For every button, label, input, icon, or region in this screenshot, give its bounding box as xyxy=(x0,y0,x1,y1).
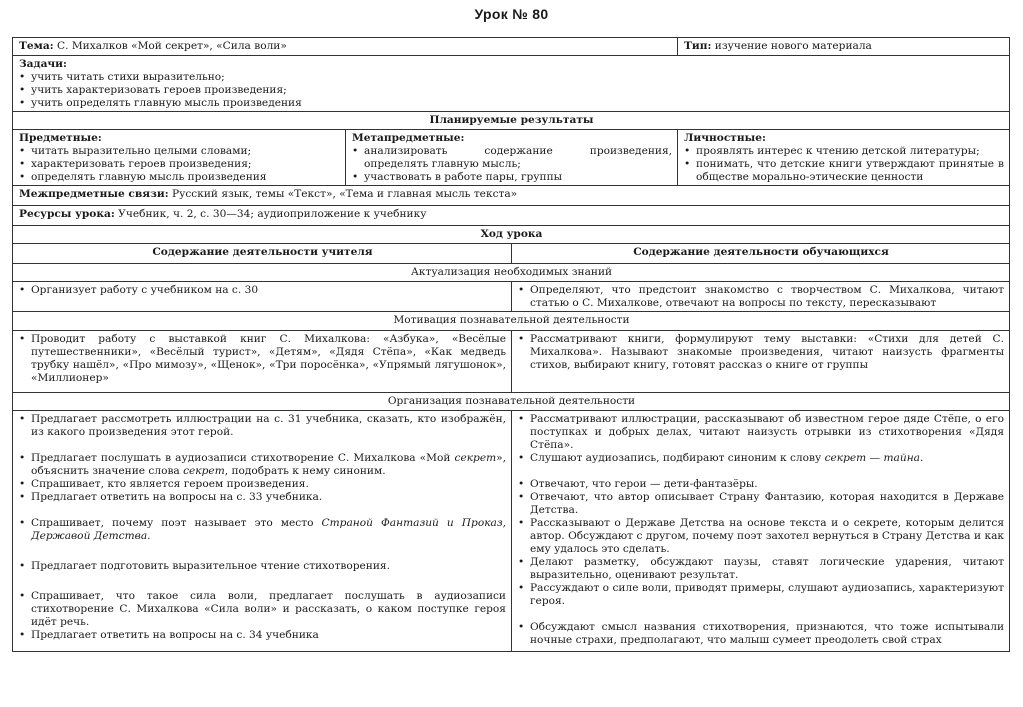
interdisciplinary-value: Русский язык, темы «Текст», «Тема и главная мысль текста» xyxy=(171,188,518,200)
student-activity-cell xyxy=(512,331,1010,393)
topic-label: Тема: xyxy=(19,40,54,52)
list-item: • Рассуждают о силе воли, приводят примеры, слушают аудиозапись, характеризуют героя. xyxy=(518,582,1004,608)
student-activity-cell xyxy=(512,282,1010,312)
section-title-row xyxy=(13,312,1010,331)
list-item: • учить определять главную мысль произведения xyxy=(19,97,1004,110)
subject-results-list xyxy=(19,145,340,184)
student-activity-list xyxy=(518,333,1004,372)
section-title-motivation: Мотивация познавательной деятельности xyxy=(13,312,1010,331)
list-item: • Спрашивает, что такое сила воли, предлагает послушать в аудиозаписи стихотворение С. Михалкова «Сила воли» и рассказать, о каком поступке героя идёт речь. xyxy=(19,590,506,629)
planned-results-row xyxy=(13,130,1010,186)
list-item: • Предлагает ответить на вопросы на с. 34 учебника xyxy=(19,629,506,642)
list-item: • Проводит работу с выставкой книг С. Михалкова: «Азбука», «Весёлые путешественники», «Весёлый турист», «Детям», «Дядя Стёпа», «Как медведь трубку нашёл», «Про мимозу», «Щенок», «Три поросёнка», «Упрямый лягушонок», «Миллионер» xyxy=(19,333,506,385)
list-item: • понимать, что детские книги утверждают принятые в обществе морально-этические ценности xyxy=(684,158,1004,184)
section-title-actualization: Актуализация необходимых знаний xyxy=(13,264,1010,282)
list-item: • Отвечают, что автор описывает Страну Фантазию, которая находится в Державе Детства. xyxy=(518,491,1004,517)
teacher-activity-list xyxy=(19,284,506,297)
list-item: • учить характеризовать героев произведения; xyxy=(19,84,1004,97)
meta-results-label: Метапредметные: xyxy=(352,132,465,144)
list-item: • Отвечают, что герои — дети-фантазёры. xyxy=(518,478,1004,491)
list-item: • Организует работу с учебником на с. 30 xyxy=(19,284,506,297)
resources-row xyxy=(13,206,1010,226)
list-item: • проявлять интерес к чтению детской литературы; xyxy=(684,145,1004,158)
list-item: • читать выразительно целыми словами; xyxy=(19,145,340,158)
resources-label: Ресурсы урока: xyxy=(19,208,115,220)
list-item: • учить читать стихи выразительно; xyxy=(19,71,1004,84)
student-column-header: Содержание деятельности обучающихся xyxy=(512,244,1010,264)
list-item: • Предлагает послушать в аудиозаписи стихотворение С. Михалкова «Мой секрет», объяснить значение слова секрет, подобрать к нему синоним. xyxy=(19,452,506,478)
list-item: • Спрашивает, кто является героем произведения. xyxy=(19,478,506,491)
student-activity-cell xyxy=(512,411,1010,652)
section-content-row xyxy=(13,331,1010,393)
section-title-organization: Организация познавательной деятельности xyxy=(13,393,1010,411)
type-cell xyxy=(678,38,1010,56)
section-title-row xyxy=(13,264,1010,282)
resources-value: Учебник, ч. 2, с. 30—34; аудиоприложение к учебнику xyxy=(118,208,427,220)
subject-results-cell xyxy=(13,130,346,186)
list-item: • Рассматривают книги, формулируют тему выставки: «Стихи для детей С. Михалкова». Называют знакомые произведения, читают наизусть фрагменты стихов, выбирают книгу, готовят рассказ о книге от группы xyxy=(518,333,1004,372)
list-item: • определять главную мысль произведения xyxy=(19,171,340,184)
teacher-activity-list xyxy=(19,333,506,385)
interdisciplinary-row xyxy=(13,186,1010,206)
topic-cell xyxy=(13,38,678,56)
list-item: • Обсуждают смысл названия стихотворения, признаются, что тоже испытывали ночные страхи, предполагают, что малыш сумеет преодолеть свой страх xyxy=(518,621,1004,647)
student-activity-list xyxy=(518,284,1004,310)
personal-results-list xyxy=(684,145,1004,184)
topic-value: С. Михалков «Мой секрет», «Сила воли» xyxy=(56,40,287,52)
subject-results-label: Предметные: xyxy=(19,132,102,144)
section-content-row xyxy=(13,282,1010,312)
interdisciplinary-label: Межпредметные связи: xyxy=(19,188,169,200)
list-item: • Рассматривают иллюстрации, рассказывают об известном герое дяде Стёпе, о его поступках и добрых делах, читают наизусть отрывки из стихотворения «Дядя Стёпа». xyxy=(518,413,1004,452)
meta-results-cell xyxy=(346,130,678,186)
type-label: Тип: xyxy=(684,40,712,52)
lesson-title: Урок № 80 xyxy=(474,6,549,22)
list-item: • анализировать содержание произведения, определять главную мысль; xyxy=(352,145,672,171)
teacher-activity-list xyxy=(19,413,506,642)
meta-results-list xyxy=(352,145,672,184)
list-item: • Рассказывают о Державе Детства на основе текста и о секрете, которым делится автор. Обсуждают с другом, почему поэт захотел вернуться в Страну Детства и как ему удалось это сделать. xyxy=(518,517,1004,556)
column-headers-row xyxy=(13,244,1010,264)
section-content-row xyxy=(13,411,1010,652)
list-item: • Предлагает подготовить выразительное чтение стихотворения. xyxy=(19,560,506,573)
tasks-row xyxy=(13,56,1010,112)
personal-results-cell xyxy=(678,130,1010,186)
list-item: • Спрашивает, почему поэт называет это место Страной Фантазий и Проказ, Державой Детства. xyxy=(19,517,506,543)
list-item: • Предлагает рассмотреть иллюстрации на с. 31 учебника, сказать, кто изображён, из какого произведения этот герой. xyxy=(19,413,506,439)
list-item: • участвовать в работе пары, группы xyxy=(352,171,672,184)
tasks-cell xyxy=(13,56,1010,112)
section-title-row xyxy=(13,393,1010,411)
course-header-row xyxy=(13,226,1010,244)
topic-row xyxy=(13,38,1010,56)
interdisciplinary-cell xyxy=(13,186,1010,206)
tasks-label: Задачи: xyxy=(19,58,67,70)
teacher-activity-cell xyxy=(13,331,512,393)
teacher-activity-cell xyxy=(13,411,512,652)
resources-cell xyxy=(13,206,1010,226)
type-value: изучение нового материала xyxy=(714,40,872,52)
teacher-column-header: Содержание деятельности учителя xyxy=(13,244,512,264)
student-activity-list xyxy=(518,413,1004,647)
list-item: • Определяют, что предстоит знакомство с творчеством С. Михалкова, читают статью о С. Михалкове, отвечают на вопросы по тексту, пересказывают xyxy=(518,284,1004,310)
planned-results-header: Планируемые результаты xyxy=(13,112,1010,130)
list-item: • характеризовать героев произведения; xyxy=(19,158,340,171)
lesson-plan-table xyxy=(12,37,1010,652)
teacher-activity-cell xyxy=(13,282,512,312)
tasks-list xyxy=(19,71,1004,110)
list-item: • Слушают аудиозапись, подбирают синоним к слову секрет — тайна. xyxy=(518,452,1004,465)
course-header: Ход урока xyxy=(13,226,1010,244)
list-item: • Предлагает ответить на вопросы на с. 33 учебника. xyxy=(19,491,506,504)
planned-results-header-row xyxy=(13,112,1010,130)
list-item: • Делают разметку, обсуждают паузы, ставят логические ударения, читают выразительно, оценивают результат. xyxy=(518,556,1004,582)
personal-results-label: Личностные: xyxy=(684,132,766,144)
